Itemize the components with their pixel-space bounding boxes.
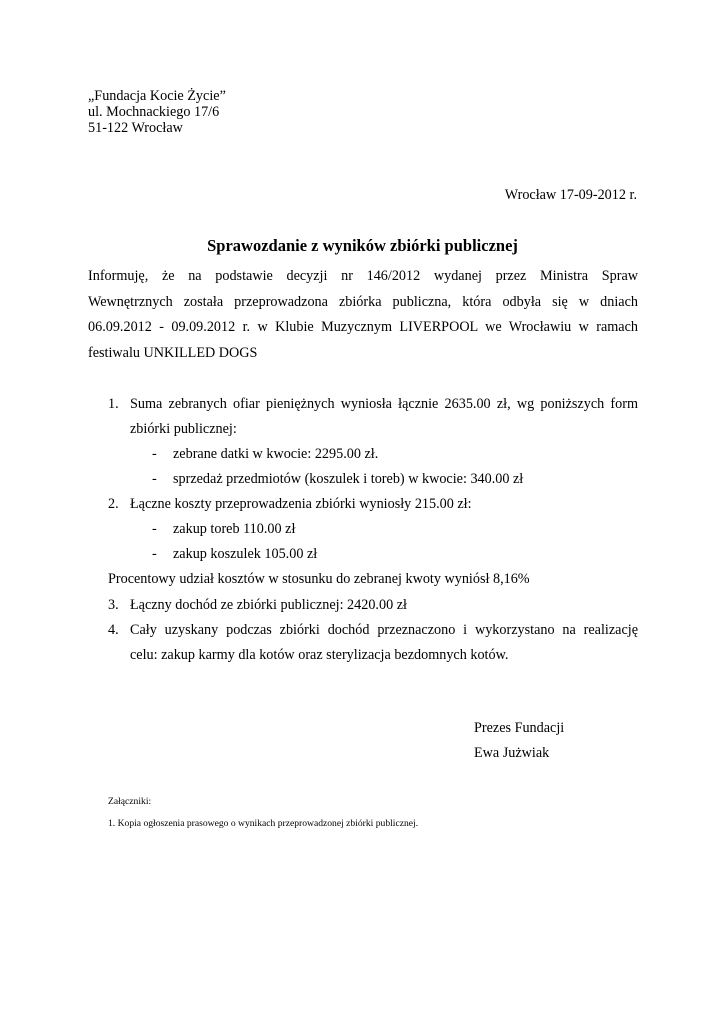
sender-street: ul. Mochnackiego 17/6 (88, 104, 220, 120)
intro-line-3: 06.09.2012 - 09.09.2012 r. w Klubie Muzycznym LIVERPOOL we Wrocławiu w ramach (88, 319, 638, 335)
item-4-number: 4. (108, 622, 119, 638)
document-title: Sprawozdanie z wyników zbiórki publicznej (207, 236, 518, 255)
item-2-dash-2: - (152, 546, 157, 562)
item-1-dash-1: - (152, 446, 157, 462)
attachments-label: Załączniki: (108, 796, 152, 807)
item-2-line-1: Łączne koszty przeprowadzenia zbiórki wyniosły 215.00 zł: (130, 496, 472, 512)
item-1-line-1: Suma zebranych ofiar pieniężnych wyniosła łącznie 2635.00 zł, wg poniższych form (130, 396, 638, 412)
date-line: Wrocław 17-09-2012 r. (504, 187, 637, 203)
item-4-line-1: Cały uzyskany podczas zbiórki dochód przeznaczono i wykorzystano na realizację (130, 622, 638, 638)
intro-line-4: festiwalu UNKILLED DOGS (88, 345, 258, 361)
item-2-sub-1: zakup toreb 110.00 zł (173, 521, 296, 537)
sender-city: 51-122 Wrocław (88, 120, 183, 136)
item-1-number: 1. (108, 396, 119, 412)
item-3-number: 3. (108, 597, 119, 613)
item-2-number: 2. (108, 496, 119, 512)
item-1-dash-2: - (152, 471, 157, 487)
intro-line-1: Informuję, że na podstawie decyzji nr 146/2012 wydanej przez Ministra Spraw (88, 268, 638, 284)
attachment-item-1: 1. Kopia ogłoszenia prasowego o wynikach przeprowadzonej zbiórki publicznej. (108, 818, 419, 829)
signature-role: Prezes Fundacji (474, 720, 565, 736)
item-2-dash-1: - (152, 521, 157, 537)
item-4-line-2: celu: zakup karmy dla kotów oraz sterylizacja bezdomnych kotów. (130, 647, 509, 663)
item-1-sub-2: sprzedaż przedmiotów (koszulek i toreb) w kwocie: 340.00 zł (173, 471, 524, 487)
item-1-line-2: zbiórki publicznej: (130, 421, 237, 437)
cost-percentage-line: Procentowy udział kosztów w stosunku do zebranej kwoty wyniósł 8,16% (108, 571, 530, 587)
item-1-sub-1: zebrane datki w kwocie: 2295.00 zł. (173, 446, 379, 462)
intro-line-2: Wewnętrznych została przeprowadzona zbiórka publiczna, która odbyła się w dniach (88, 294, 638, 310)
signature-name: Ewa Jużwiak (474, 745, 550, 761)
item-2-sub-2: zakup koszulek 105.00 zł (173, 546, 318, 562)
sender-name: „Fundacja Kocie Życie” (88, 88, 226, 104)
item-3-line-1: Łączny dochód ze zbiórki publicznej: 2420.00 zł (130, 597, 407, 613)
